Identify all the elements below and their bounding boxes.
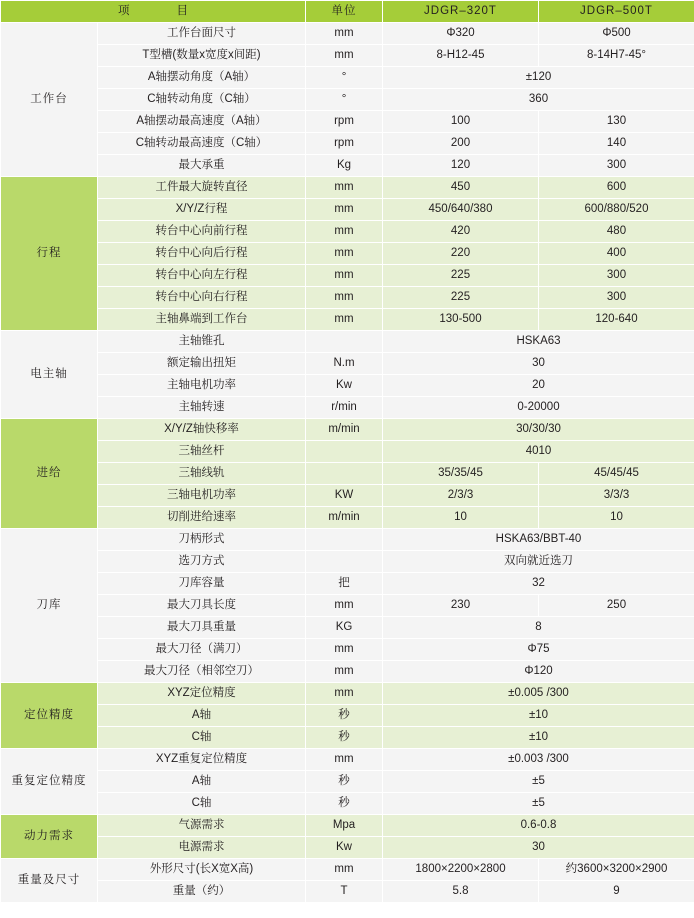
table-row	[1, 309, 694, 331]
table-row	[1, 199, 694, 221]
row-unit	[306, 331, 383, 353]
row-unit: mm	[306, 859, 383, 881]
table-row	[1, 375, 694, 397]
row-value-shared: 双向就近选刀	[383, 551, 694, 573]
row-item-label: A轴	[98, 705, 306, 727]
row-value-model-2: 300	[539, 155, 694, 177]
table-row	[1, 463, 694, 485]
row-item-label: A轴摆动角度（A轴）	[98, 67, 306, 89]
row-unit: 秒	[306, 727, 383, 749]
table-row	[1, 485, 694, 507]
row-unit: rpm	[306, 133, 383, 155]
row-unit: r/min	[306, 397, 383, 419]
row-item-label: A轴	[98, 771, 306, 793]
row-unit: m/min	[306, 419, 383, 441]
row-item-label: 主轴鼻端到工作台	[98, 309, 306, 331]
row-item-label: 气源需求	[98, 815, 306, 837]
row-unit	[306, 463, 383, 485]
row-value-model-1: 5.8	[383, 881, 539, 903]
row-value-model-2: 480	[539, 221, 694, 243]
group-label: 进给	[1, 419, 98, 529]
row-item-label: 转台中心向右行程	[98, 287, 306, 309]
header-unit: 单位	[306, 1, 383, 23]
row-unit: mm	[306, 749, 383, 771]
row-item-label: 最大承重	[98, 155, 306, 177]
row-item-label: 最大刀径（满刀）	[98, 639, 306, 661]
table-row	[1, 881, 694, 903]
row-unit: mm	[306, 639, 383, 661]
row-item-label: 三轴丝杆	[98, 441, 306, 463]
row-value-model-1: 1800×2200×2800	[383, 859, 539, 881]
row-value-shared: ±10	[383, 727, 694, 749]
row-unit: mm	[306, 177, 383, 199]
row-item-label: 最大刀具重量	[98, 617, 306, 639]
row-value-model-1: Φ320	[383, 23, 539, 45]
table-row	[1, 815, 694, 837]
group-label: 动力需求	[1, 815, 98, 859]
row-item-label: XYZ重复定位精度	[98, 749, 306, 771]
row-unit: 秒	[306, 705, 383, 727]
group-label: 刀库	[1, 529, 98, 683]
group-label: 电主轴	[1, 331, 98, 419]
row-unit: mm	[306, 221, 383, 243]
row-value-shared: ±10	[383, 705, 694, 727]
row-value-shared: 8	[383, 617, 694, 639]
row-item-label: 转台中心向左行程	[98, 265, 306, 287]
row-unit: mm	[306, 23, 383, 45]
row-value-shared: 30/30/30	[383, 419, 694, 441]
row-unit: °	[306, 89, 383, 111]
row-value-model-1: 225	[383, 287, 539, 309]
row-value-model-2: 140	[539, 133, 694, 155]
row-unit: T	[306, 881, 383, 903]
row-item-label: T型槽(数量x宽度x间距)	[98, 45, 306, 67]
table-row	[1, 749, 694, 771]
row-unit: rpm	[306, 111, 383, 133]
row-unit: Kw	[306, 837, 383, 859]
table-row	[1, 617, 694, 639]
table-row	[1, 133, 694, 155]
row-unit: °	[306, 67, 383, 89]
row-value-model-1: 120	[383, 155, 539, 177]
row-value-shared: HSKA63/BBT-40	[383, 529, 694, 551]
row-unit: mm	[306, 309, 383, 331]
row-item-label: 主轴电机功率	[98, 375, 306, 397]
table-row	[1, 287, 694, 309]
row-unit: mm	[306, 287, 383, 309]
row-item-label: 主轴转速	[98, 397, 306, 419]
row-item-label: 转台中心向后行程	[98, 243, 306, 265]
row-item-label: A轴摆动最高速度（A轴）	[98, 111, 306, 133]
row-item-label: 电源需求	[98, 837, 306, 859]
table-row	[1, 705, 694, 727]
table-row	[1, 353, 694, 375]
row-item-label: 选刀方式	[98, 551, 306, 573]
row-item-label: 三轴线轨	[98, 463, 306, 485]
row-value-shared: 30	[383, 837, 694, 859]
row-unit: KW	[306, 485, 383, 507]
table-row	[1, 45, 694, 67]
row-item-label: 三轴电机功率	[98, 485, 306, 507]
table-row	[1, 397, 694, 419]
row-unit	[306, 441, 383, 463]
group-label: 重量及尺寸	[1, 859, 98, 903]
table-row	[1, 67, 694, 89]
row-value-shared: 20	[383, 375, 694, 397]
row-value-shared: 32	[383, 573, 694, 595]
row-value-shared: Φ75	[383, 639, 694, 661]
table-row	[1, 155, 694, 177]
row-unit	[306, 529, 383, 551]
table-row	[1, 573, 694, 595]
row-value-model-2: 600/880/520	[539, 199, 694, 221]
row-item-label: C轴	[98, 793, 306, 815]
row-value-shared: ±5	[383, 771, 694, 793]
table-row	[1, 331, 694, 353]
row-unit: mm	[306, 45, 383, 67]
row-unit: KG	[306, 617, 383, 639]
row-item-label: 主轴锥孔	[98, 331, 306, 353]
row-item-label: XYZ定位精度	[98, 683, 306, 705]
row-unit: mm	[306, 265, 383, 287]
row-value-model-1: 230	[383, 595, 539, 617]
row-value-shared: 360	[383, 89, 694, 111]
table-row	[1, 661, 694, 683]
row-value-shared: ±0.003 /300	[383, 749, 694, 771]
row-value-shared: ±5	[383, 793, 694, 815]
row-unit: 秒	[306, 771, 383, 793]
table-body	[1, 23, 694, 903]
header-item: 项 目	[1, 1, 306, 23]
row-value-model-2: 600	[539, 177, 694, 199]
row-value-model-1: 200	[383, 133, 539, 155]
table-row	[1, 727, 694, 749]
row-value-shared: 4010	[383, 441, 694, 463]
group-label: 行程	[1, 177, 98, 331]
row-unit: Kw	[306, 375, 383, 397]
table-row	[1, 639, 694, 661]
row-value-model-1: 450	[383, 177, 539, 199]
row-unit: mm	[306, 243, 383, 265]
row-item-label: 重量（约）	[98, 881, 306, 903]
row-item-label: C轴	[98, 727, 306, 749]
row-value-model-2: 300	[539, 265, 694, 287]
table-row	[1, 529, 694, 551]
row-item-label: 额定输出扭矩	[98, 353, 306, 375]
row-item-label: X/Y/Z轴快移率	[98, 419, 306, 441]
row-unit: N.m	[306, 353, 383, 375]
row-value-model-1: 450/640/380	[383, 199, 539, 221]
row-value-model-1: 100	[383, 111, 539, 133]
row-item-label: 刀库容量	[98, 573, 306, 595]
table-row	[1, 23, 694, 45]
row-unit: 秒	[306, 793, 383, 815]
table-row	[1, 441, 694, 463]
table-row	[1, 507, 694, 529]
row-value-shared: HSKA63	[383, 331, 694, 353]
row-unit: mm	[306, 199, 383, 221]
row-unit: 把	[306, 573, 383, 595]
row-value-model-2: 3/3/3	[539, 485, 694, 507]
row-item-label: C轴转动角度（C轴）	[98, 89, 306, 111]
table-row	[1, 683, 694, 705]
row-value-model-2: 8-14H7-45°	[539, 45, 694, 67]
table-row	[1, 89, 694, 111]
row-value-shared: 0.6-0.8	[383, 815, 694, 837]
row-value-model-2: Φ500	[539, 23, 694, 45]
row-value-model-2: 250	[539, 595, 694, 617]
table-row	[1, 221, 694, 243]
row-value-model-1: 225	[383, 265, 539, 287]
row-unit: mm	[306, 661, 383, 683]
row-unit: mm	[306, 595, 383, 617]
row-value-shared: Φ120	[383, 661, 694, 683]
row-item-label: 工件最大旋转直径	[98, 177, 306, 199]
group-label: 重复定位精度	[1, 749, 98, 815]
table-row	[1, 177, 694, 199]
row-value-model-1: 130-500	[383, 309, 539, 331]
group-label: 定位精度	[1, 683, 98, 749]
row-unit: Mpa	[306, 815, 383, 837]
row-value-shared: 0-20000	[383, 397, 694, 419]
row-value-model-2: 130	[539, 111, 694, 133]
table-row	[1, 771, 694, 793]
row-item-label: 外形尺寸(长X宽X高)	[98, 859, 306, 881]
row-value-model-1: 220	[383, 243, 539, 265]
table-row	[1, 859, 694, 881]
row-item-label: C轴转动最高速度（C轴）	[98, 133, 306, 155]
row-value-model-2: 120-640	[539, 309, 694, 331]
header-model-1: JDGR–320T	[383, 1, 539, 23]
table-row	[1, 793, 694, 815]
row-item-label: 工作台面尺寸	[98, 23, 306, 45]
table-row	[1, 837, 694, 859]
row-value-model-1: 2/3/3	[383, 485, 539, 507]
table-row	[1, 243, 694, 265]
row-item-label: 切削进给速率	[98, 507, 306, 529]
row-value-shared: ±120	[383, 67, 694, 89]
table-row	[1, 419, 694, 441]
row-value-model-1: 420	[383, 221, 539, 243]
table-row	[1, 595, 694, 617]
row-value-model-2: 9	[539, 881, 694, 903]
row-unit: m/min	[306, 507, 383, 529]
row-unit: mm	[306, 683, 383, 705]
row-value-model-2: 10	[539, 507, 694, 529]
table-header	[1, 1, 694, 23]
table-row	[1, 111, 694, 133]
row-unit	[306, 551, 383, 573]
row-value-shared: 30	[383, 353, 694, 375]
row-value-model-1: 10	[383, 507, 539, 529]
row-item-label: 转台中心向前行程	[98, 221, 306, 243]
row-value-model-2: 300	[539, 287, 694, 309]
row-item-label: 刀柄形式	[98, 529, 306, 551]
row-value-model-2: 400	[539, 243, 694, 265]
header-model-2: JDGR–500T	[539, 1, 694, 23]
row-unit: Kg	[306, 155, 383, 177]
group-label: 工作台	[1, 23, 98, 177]
row-value-model-1: 35/35/45	[383, 463, 539, 485]
row-item-label: 最大刀径（相邻空刀）	[98, 661, 306, 683]
row-item-label: X/Y/Z行程	[98, 199, 306, 221]
row-value-model-2: 45/45/45	[539, 463, 694, 485]
table-row	[1, 551, 694, 573]
row-value-model-1: 8-H12-45	[383, 45, 539, 67]
header-row	[1, 1, 694, 23]
row-value-shared: ±0.005 /300	[383, 683, 694, 705]
row-value-model-2: 约3600×3200×2900	[539, 859, 694, 881]
row-item-label: 最大刀具长度	[98, 595, 306, 617]
table-row	[1, 265, 694, 287]
